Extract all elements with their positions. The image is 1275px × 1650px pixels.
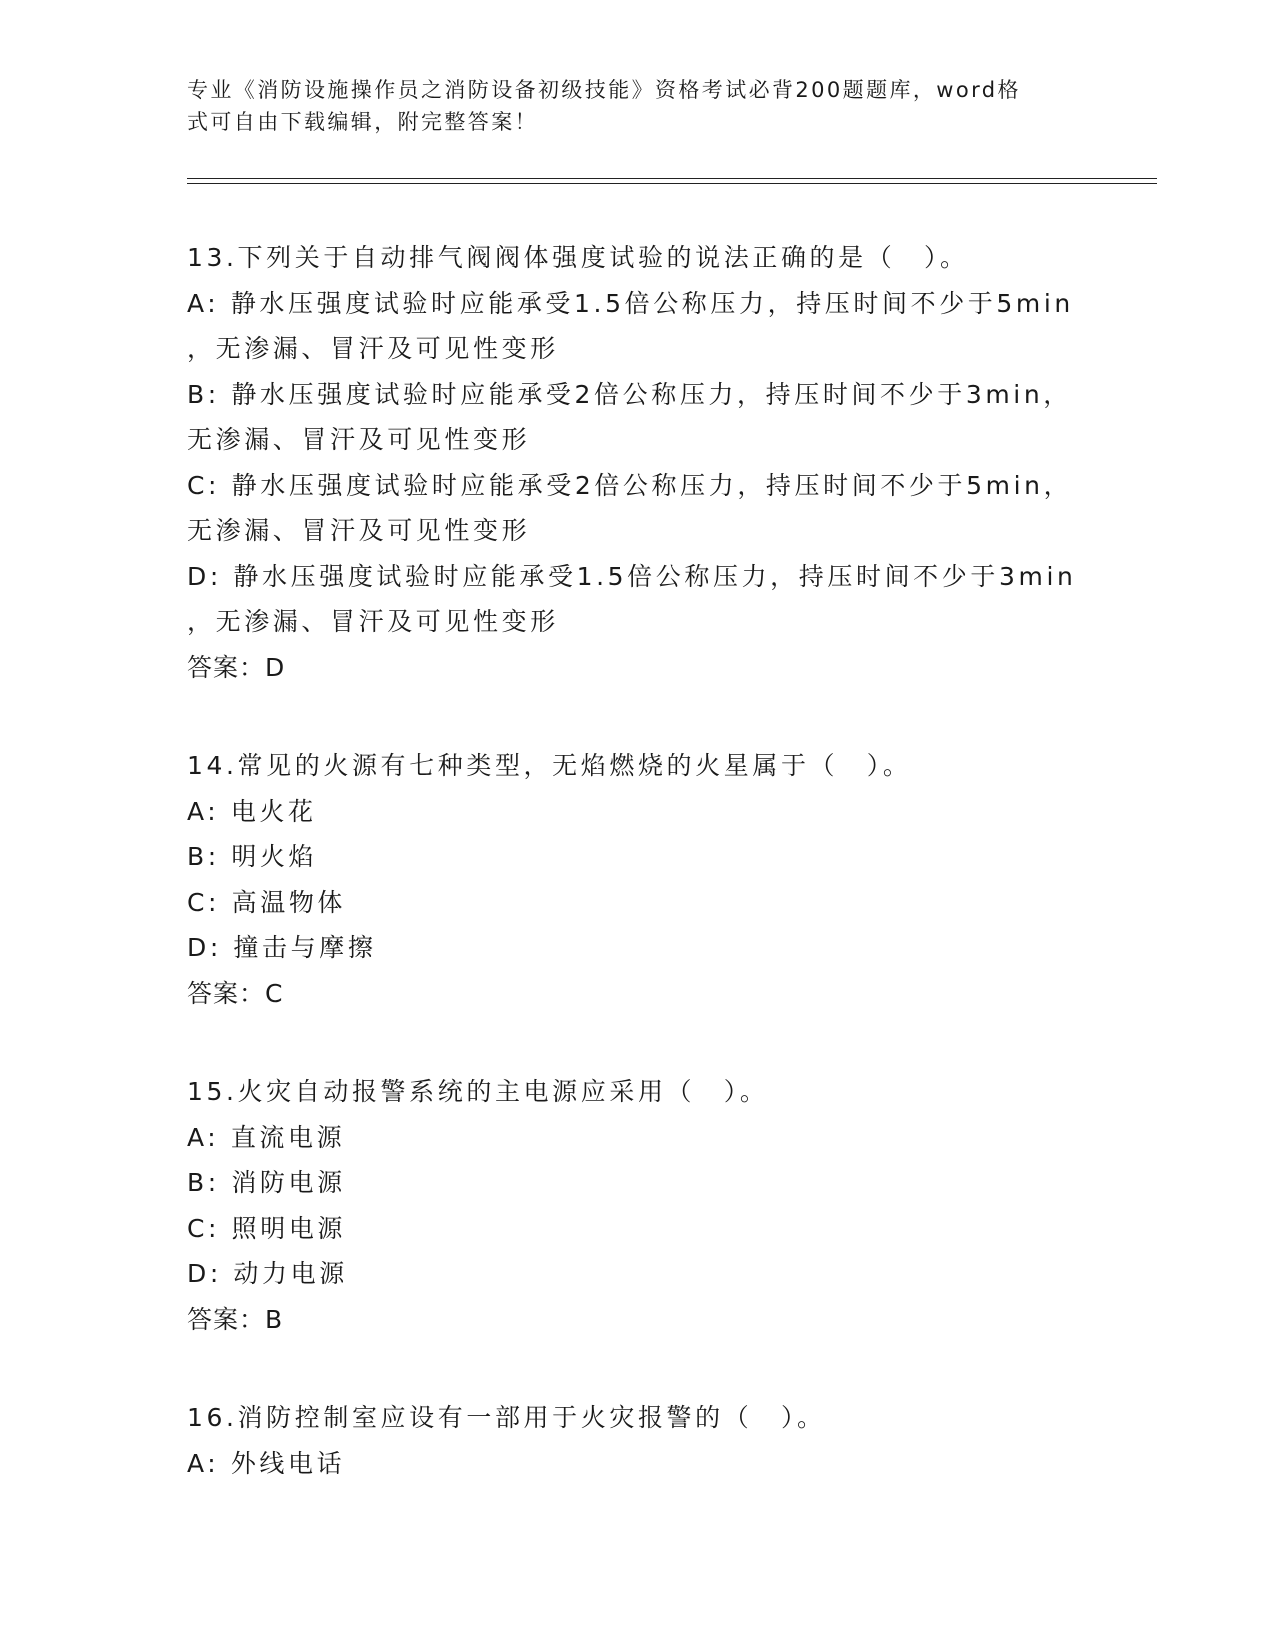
header-line-2: 式可自由下载编辑，附完整答案！: [187, 110, 538, 134]
question-stem: 16.消防控制室应设有一部用于火灾报警的（ ）。: [187, 1403, 826, 1432]
question-stem: 14.常见的火源有七种类型，无焰燃烧的火星属于（ ）。: [187, 751, 912, 780]
option-d: D: 动力电源: [187, 1259, 348, 1288]
option-c: C: 高温物体: [187, 887, 347, 917]
option-a: A: 直流电源: [187, 1122, 346, 1152]
option-a: A: 静水压强度试验时应能承受1.5倍公称压力，持压时间不少于5min: [187, 288, 1074, 318]
question-15: [187, 1069, 1087, 1342]
answer: 答案：D: [187, 652, 286, 682]
answer: 答案：C: [187, 978, 284, 1008]
option-a-continued: ，无渗漏、冒汗及可见性变形: [187, 334, 559, 363]
question-16: [187, 1395, 1087, 1486]
option-d: D: 静水压强度试验时应能承受1.5倍公称压力，持压时间不少于3min: [187, 561, 1077, 591]
question-list: [187, 235, 1087, 1539]
option-a: A: 外线电话: [187, 1448, 346, 1478]
option-c: C: 静水压强度试验时应能承受2倍公称压力，持压时间不少于5min，: [187, 470, 1073, 500]
option-b: B: 静水压强度试验时应能承受2倍公称压力，持压时间不少于3min，: [187, 379, 1072, 409]
question-stem: 15.火灾自动报警系统的主电源应采用（ ）。: [187, 1077, 769, 1106]
option-c: C: 照明电源: [187, 1213, 347, 1243]
option-b: B: 明火焰: [187, 842, 318, 871]
question-14: [187, 743, 1087, 1016]
question-stem: 13.下列关于自动排气阀阀体强度试验的说法正确的是（ ）。: [187, 243, 969, 272]
answer: 答案：B: [187, 1304, 284, 1334]
option-d: D: 撞击与摩擦: [187, 933, 377, 962]
option-a: A: 电火花: [187, 796, 317, 826]
option-b: B: 消防电源: [187, 1168, 346, 1197]
header-divider-bottom: [187, 183, 1157, 184]
option-d-continued: ，无渗漏、冒汗及可见性变形: [187, 607, 559, 636]
question-13: [187, 235, 1087, 690]
document-header: [187, 74, 1087, 138]
header-divider-top: [187, 178, 1157, 179]
option-c-continued: 无渗漏、冒汗及可见性变形: [187, 516, 531, 545]
option-b-continued: 无渗漏、冒汗及可见性变形: [187, 425, 531, 454]
header-line-1: 专业《消防设施操作员之消防设备初级技能》资格考试必背200题题库，word格: [187, 78, 1021, 102]
